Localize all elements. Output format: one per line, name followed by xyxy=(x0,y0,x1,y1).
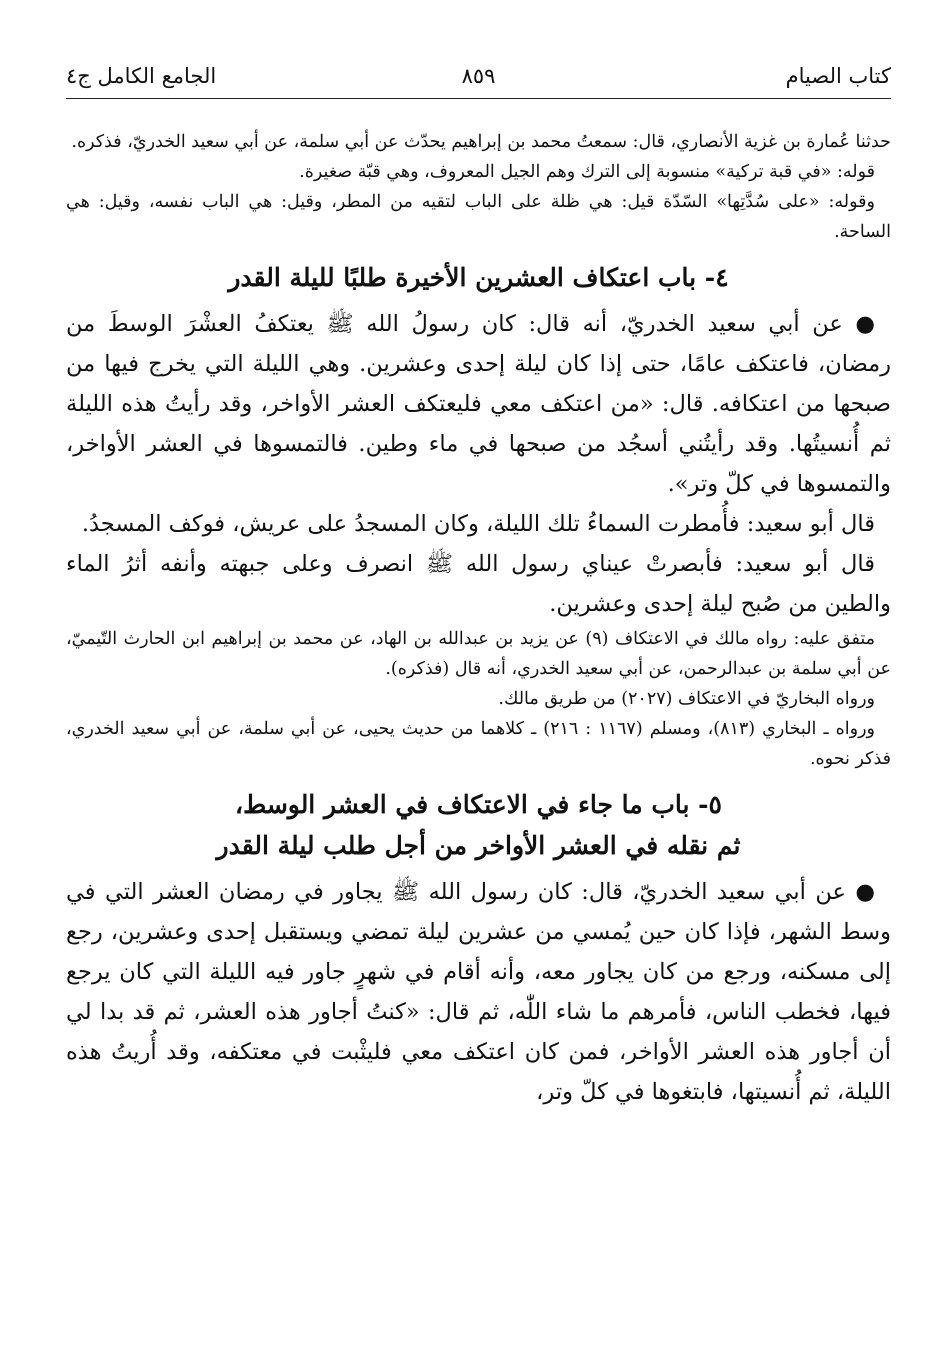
hadith-text: ● عن أبي سعيد الخدريّ، أنه قال: كان رسولُ الله ﷺ يعتكفُ العشْرَ الوسطَ من رمضان، فاعتكف عامًا، حتى إذا كان ليلة إحدى وعشرين. وهي الليلة التي يخرج فيها من صبحها من اعتكافه. قال: «من اعتكف معي فليعتكف العشر الأواخر، وقد رأيتُ هذه الليلة ثم أُنسيتُها. وقد رأيتُني أسجُد من صبحها في ماء وطين. فالتمسوها في العشر الأواخر، والتمسوها في كلّ وتر». xyxy=(66,311,891,497)
takhrij-note: ورواه ـ البخاري (٨١٣)، ومسلم (١١٦٧ : ٢١٦) ـ كلاهما من حديث يحيى، عن أبي سلمة، عن أبي سعيد الخدري، فذكر نحوه. xyxy=(66,719,891,769)
footnote-paragraph: حدثنا عُمارة بن غزية الأنصاري، قال: سمعتُ محمد بن إبراهيم يحدّث عن أبي سلمة، عن أبي سعيد الخدريّ، فذكره. xyxy=(71,132,891,152)
footnote-paragraph: قوله: «في قبة تركية» منسوبة إلى الترك وهم الجيل المعروف، وهي قبّة صغيرة. xyxy=(299,162,875,182)
chapter-4-title: ٤- باب اعتكاف العشرين الأخيرة طلبًا لليلة القدر xyxy=(228,263,729,292)
footnote-paragraph: وقوله: «على سُدَّتِها» السّدّة قيل: هي ظلة على الباب لتقيه من المطر، وقيل: هي الباب نفسه، وقيل: هي الساحة. xyxy=(66,192,891,242)
takhrij-note: متفق عليه: رواه مالك في الاعتكاف (٩) عن يزيد بن عبدالله بن الهاد، عن محمد بن إبراهيم ابن الحارث التّيميّ، عن أبي سلمة بن عبدالرحمن، عن أبي سعيد الخدري، أنه قال (فذكره). xyxy=(66,629,891,679)
book-page xyxy=(66,58,891,1371)
hadith-paragraph: قال أبو سعيد: فأُمطرت السماءُ تلك الليلة، وكان المسجدُ على عريش، فوكف المسجدُ. xyxy=(81,511,875,537)
hadith-text: ● عن أبي سعيد الخدريّ، قال: كان رسول الله ﷺ يجاور في رمضان العشر التي في وسط الشهر، فإذا كان حين يُمسي من عشرين ليلة تمضي ويستقبل إحدى وعشرين، رجع إلى مسكنه، ورجع من كان يجاور معه، وأنه أقام في شهرٍ جاور فيه الليلة التي كان يرجع فيها، فخطب الناس، فأمرهم ما شاء اللّٰه، ثم قال: «كنتُ أجاور هذه العشر، ثم قد بدا لي أن أجاور هذه العشر الأواخر، فمن كان اعتكف معي فليثْبت في معتكفه، وقد أُريتُ هذه الليلة، ثم أُنسيتها، فابتغوها في كلّ وتر، xyxy=(66,879,891,1105)
page-header xyxy=(66,58,891,99)
page-number: ٨٥٩ xyxy=(461,64,496,88)
chapter-5-title-line2: ثم نقله في العشر الأواخر من أجل طلب ليلة القدر xyxy=(216,831,741,860)
hadith-paragraph: قال أبو سعيد: فأبصرتْ عيناي رسول الله ﷺ انصرف وعلى جبهته وأنفه أثرُ الماء والطين من صُبح ليلة إحدى وعشرين. xyxy=(66,551,891,617)
volume-title: الجامع الكامل ج٤ xyxy=(66,64,217,88)
book-title: كتاب الصيام xyxy=(785,64,891,88)
chapter-5-title-line1: ٥- باب ما جاء في الاعتكاف في العشر الوسط، xyxy=(235,790,722,819)
takhrij-note: ورواه البخاريّ في الاعتكاف (٢٠٢٧) من طريق مالك. xyxy=(498,689,875,709)
